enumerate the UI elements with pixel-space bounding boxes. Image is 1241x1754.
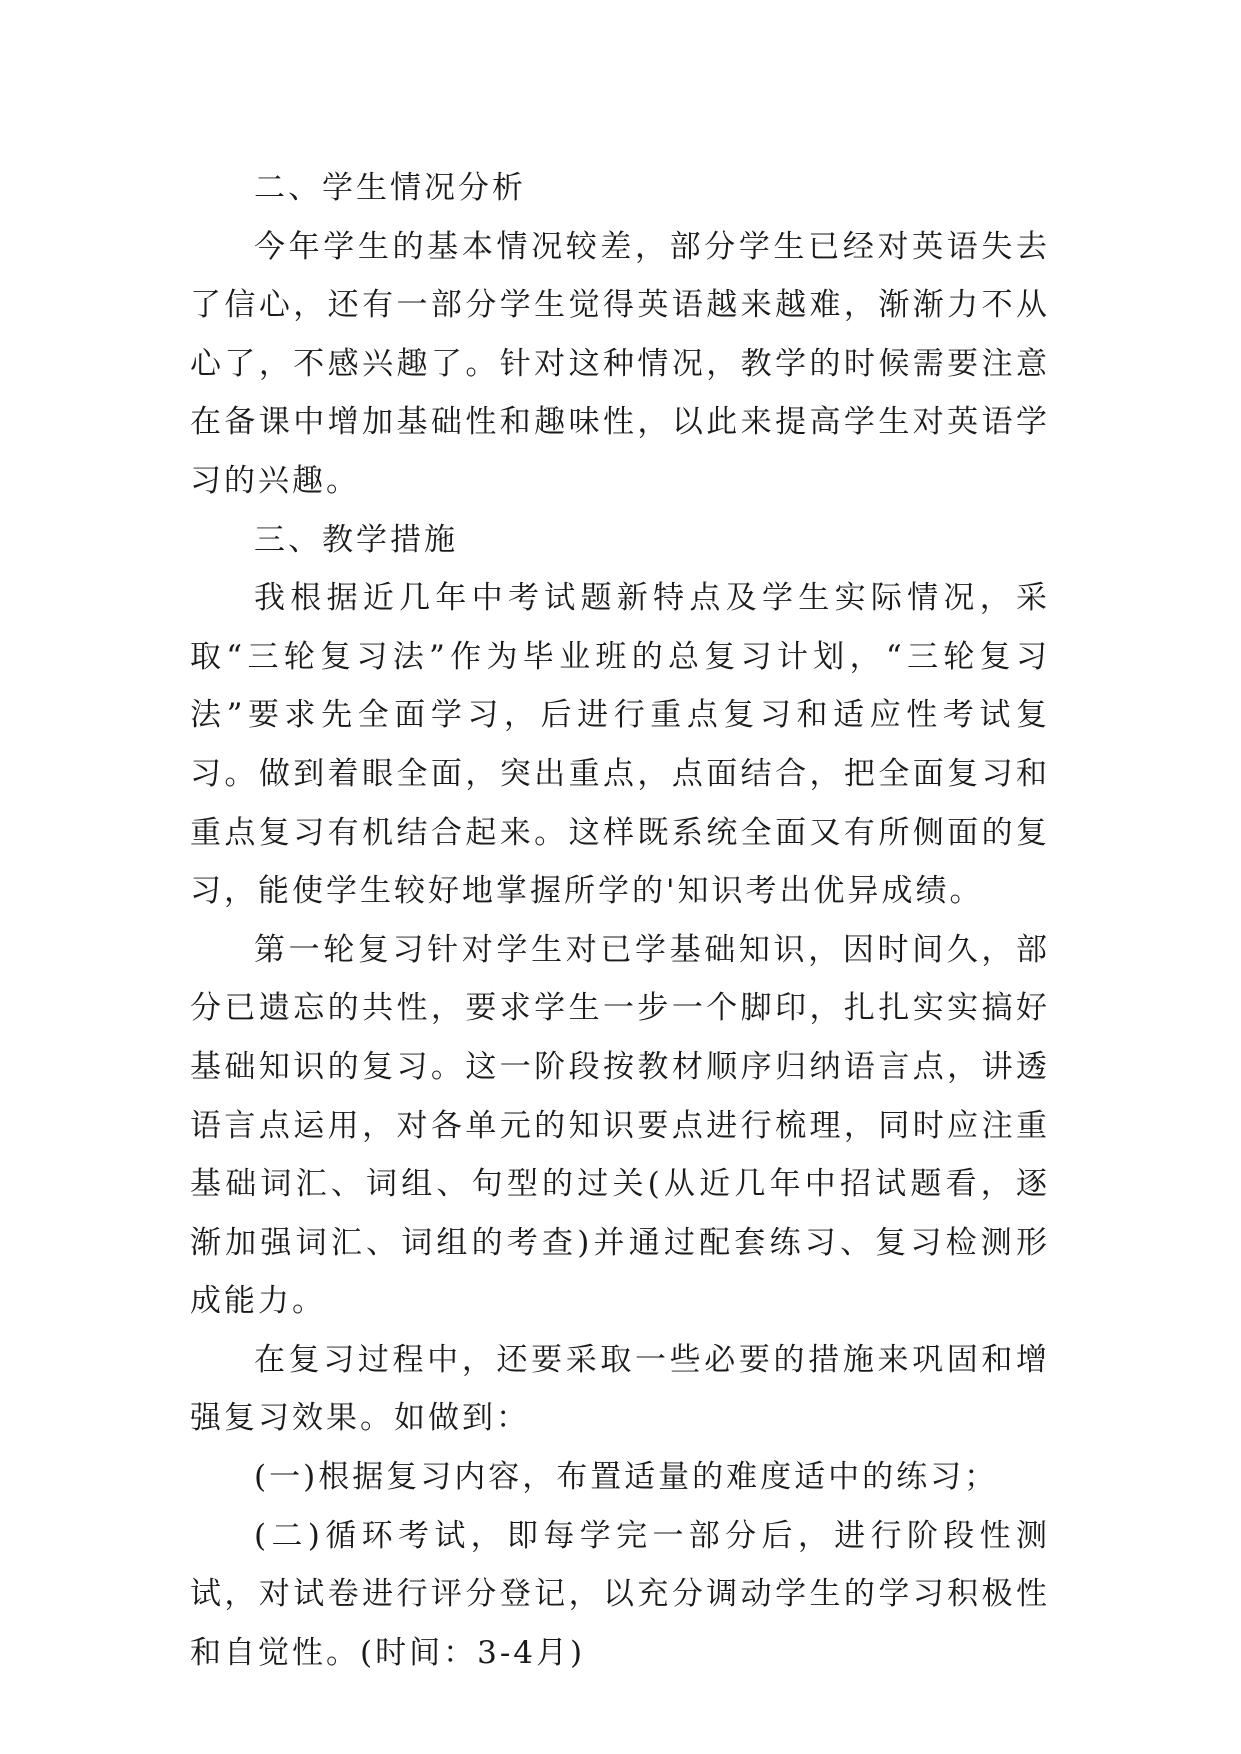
list-item-cyclic-testing: (二)循环考试，即每学完一部分后，进行阶段性测试，对试卷进行评分登记，以充分调动学生的学习积极性和自觉性。(时间：3-4月) bbox=[190, 1517, 1050, 1671]
section-heading-student-analysis: 二、学生情况分析 bbox=[254, 170, 526, 206]
section-heading-teaching-measures: 三、教学措施 bbox=[254, 521, 458, 558]
paragraph-three-round-review: 我根据近几年中考试题新特点及学生实际情况，采取“三轮复习法”作为毕业班的总复习计划，“三轮复习法”要求先全面学习，后进行重点复习和适应性考试复习。做到着眼全面，突出重点，点面结合，把全面复习和重点复习有机结合起来。这样既系统全面又有所侧面的复习，能使学生较好地掌握所学的'知识考出优异成绩。 bbox=[190, 580, 1050, 910]
list-item-practice: (一)根据复习内容，布置适量的难度适中的练习； bbox=[254, 1459, 999, 1496]
paragraph-student-situation: 今年学生的基本情况较差，部分学生已经对英语失去了信心，还有一部分学生觉得英语越来越难，渐渐力不从心了，不感兴趣了。针对这种情况，教学的时候需要注意在备课中增加基础性和趣味性，以此来提高学生对英语学习的兴趣。 bbox=[190, 228, 1050, 499]
paragraph-first-round-review: 第一轮复习针对学生对已学基础知识，因时间久，部分已遗忘的共性，要求学生一步一个脚印，扎扎实实搞好基础知识的复习。这一阶段按教材顺序归纳语言点，讲透语言点运用，对各单元的知识要点进行梳理，同时应注重基础词汇、词组、句型的过关(从近几年中招试题看，逐渐加强词汇、词组的考查)并通过配套练习、复习检测形成能力。 bbox=[190, 931, 1050, 1320]
document-body bbox=[190, 159, 1050, 1682]
paragraph-review-measures: 在复习过程中，还要采取一些必要的措施来巩固和增强复习效果。如做到： bbox=[190, 1341, 1050, 1437]
